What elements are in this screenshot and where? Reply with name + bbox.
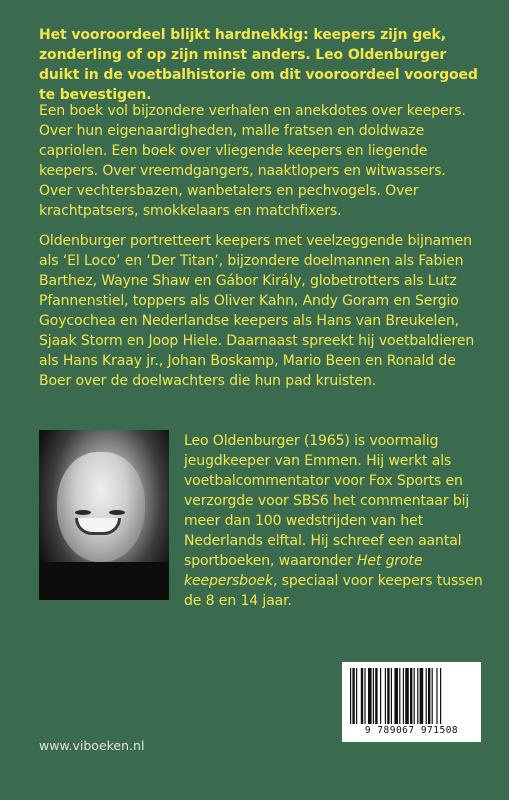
barcode-bar (350, 668, 351, 724)
author-bio (184, 431, 484, 611)
barcode-bar (420, 668, 424, 724)
barcode-bar (440, 668, 441, 724)
barcode-bar (373, 668, 374, 724)
barcode-bar (387, 668, 389, 724)
barcode-bar (394, 668, 398, 724)
barcode-bar (361, 668, 363, 724)
author-shirt (39, 562, 169, 600)
author-eye-right (109, 510, 125, 515)
barcode-bar (356, 668, 357, 724)
barcode-bar (417, 668, 418, 724)
bio-text-before: Leo Oldenburger (1965) is voormalig jeugdkeeper van Emmen. Hij werkt als voetbalcommentator voor Fox Sports en verzorgde voor SBS6 het commentaar bij meer dan 100 wedstrijden van het Nederlands elftal. Hij schreef een aantal sportboeken, waaronder (184, 433, 470, 569)
barcode-bar (436, 668, 437, 724)
barcode-bars (350, 668, 473, 724)
barcode-bar (391, 668, 392, 724)
barcode-number: 9 789067 971508 (364, 725, 459, 736)
barcode-bar (380, 668, 381, 724)
bio-text-after: , speciaal voor keepers tussen de 8 en 14 jaar. (184, 573, 483, 609)
barcode-bar (368, 668, 372, 724)
barcode-bar (375, 668, 377, 724)
barcode-bar (403, 668, 404, 724)
barcode-bar (399, 668, 400, 724)
intro-text: Het vooroordeel blijkt hardnekkig: keepers zijn gek, zonderling of op zijn minst anders. Leo Oldenburger duikt in de voetbalhistorie om dit vooroordeel voorgoed te bevestigen. (39, 27, 478, 103)
barcode (342, 662, 481, 742)
barcode-bar (405, 668, 409, 724)
barcode-bar (432, 668, 433, 724)
description-paragraph-1: Een boek vol bijzondere verhalen en anekdotes over keepers. Over hun eigenaardigheden, malle fratsen en doldwaze capriolen. Een boek over vliegende keepers en liegende keepers. Over vreemdgangers, naaktlopers en witwassers. Over vechtersbazen, wanbetalers en pechvogels. Over krachtpatsers, smokkelaars en matchfixers. (39, 103, 466, 219)
barcode-bar (410, 668, 412, 724)
barcode-bar (352, 668, 354, 724)
author-face (57, 452, 145, 562)
description-paragraph-2: Oldenburger portretteert keepers met veelzeggende bijnamen als ‘El Loco’ en ‘Der Titan’, bijzondere doelmannen als Fabien Barthez, Wayne Shaw en Gábor Király, globetrotters als Lutz Pfannenstiel, toppers als Oliver Kahn, Andy Goram en Sergio Goycochea en Nederlandse keepers als Hans van Breukelen, Sjaak Storm en Joop Hiele. Daarnaast spreekt hij voetbaldieren als Hans Kraay jr., Johan Boskamp, Mario Been en Ronald de Boer over de doelwachters die hun pad kruisten. (39, 233, 475, 389)
barcode-bar (428, 668, 430, 724)
author-eye-left (75, 510, 91, 515)
website-url: www.viboeken.nl (39, 738, 145, 753)
bio-book-title: Het grote keepersboek (184, 553, 423, 589)
barcode-bar (364, 668, 365, 724)
barcode-bar (414, 668, 415, 724)
barcode-bar (385, 668, 386, 724)
author-photo (39, 430, 169, 600)
barcode-bar (426, 668, 427, 724)
